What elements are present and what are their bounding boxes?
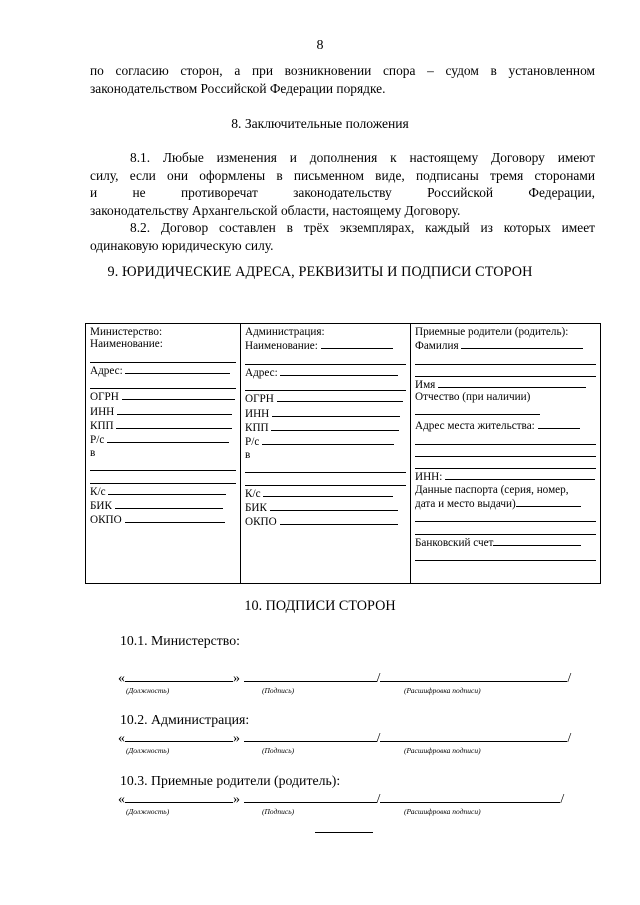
- intro-paragraph: [90, 62, 595, 97]
- administration-ogrn-label: ОГРН: [245, 393, 274, 406]
- parents-inn-label: ИНН:: [415, 471, 443, 484]
- caption-signature: (Подпись): [262, 807, 295, 816]
- parents-passport-field[interactable]: [516, 496, 581, 507]
- parents-residence-field-4[interactable]: [415, 457, 596, 469]
- parents-residence-field[interactable]: [538, 418, 580, 429]
- ministry-name-field[interactable]: [90, 351, 236, 363]
- parents-inn-field[interactable]: [445, 469, 595, 480]
- ministry-address-field[interactable]: [125, 363, 230, 374]
- administration-kpp-label: КПП: [245, 422, 269, 435]
- parents-header: Приемные родители (родитель):: [415, 326, 569, 338]
- paragraph-line: одинаковую юридическую силу.: [90, 237, 274, 253]
- caption-position: (Должность): [126, 686, 170, 695]
- administration-address-field-2[interactable]: [245, 379, 406, 391]
- administration-address-label: Адрес:: [245, 366, 278, 379]
- parents-firstname-label: Имя: [415, 379, 436, 392]
- caption-signature: (Подпись): [262, 746, 295, 755]
- caption-decoding: (Расшифровка подписи): [404, 746, 481, 755]
- intro-line: законодательством Российской Федерации порядке.: [90, 80, 386, 96]
- administration-inn-field[interactable]: [272, 406, 400, 417]
- administration-address-field[interactable]: [280, 365, 398, 376]
- signature-party-ministry: 10.1. Министерство:: [120, 633, 240, 648]
- end-of-document-rule: [315, 832, 373, 833]
- administration-inn-label: ИНН: [245, 407, 270, 420]
- parents-bank-field[interactable]: [493, 535, 581, 546]
- ministry-kpp-field[interactable]: [116, 418, 232, 429]
- signature-field[interactable]: [244, 669, 377, 682]
- parents-surname-label: Фамилия: [415, 340, 459, 353]
- ministry-bank-field-2[interactable]: [90, 471, 236, 483]
- parents-passport-label-2: дата и место выдачи): [415, 497, 516, 510]
- ministry-ks-field[interactable]: [108, 484, 226, 495]
- parents-bank-field-2[interactable]: [415, 549, 596, 561]
- page-number: 8: [316, 38, 324, 53]
- signature-party-administration: 10.2. Администрация:: [120, 712, 250, 727]
- parents-requisites-cell: [411, 324, 601, 584]
- decoding-field[interactable]: [380, 729, 567, 742]
- position-field[interactable]: [125, 669, 233, 682]
- ministry-requisites-cell: [86, 324, 241, 584]
- parents-firstname-field[interactable]: [438, 377, 586, 388]
- paragraph-line: законодательству Архангельской области, настоящему Договору.: [90, 202, 461, 218]
- parents-residence-field-3[interactable]: [415, 445, 596, 457]
- section-9-title: 9. ЮРИДИЧЕСКИЕ АДРЕСА, РЕКВИЗИТЫ И ПОДПИСИ СТОРОН: [107, 264, 533, 280]
- ministry-inn-field[interactable]: [117, 404, 232, 415]
- administration-bank-field-2[interactable]: [245, 473, 406, 485]
- administration-bik-field[interactable]: [270, 500, 398, 511]
- ministry-okpo-label: ОКПО: [90, 514, 122, 527]
- ministry-bank-field[interactable]: [90, 459, 236, 471]
- administration-header: Администрация:: [245, 326, 325, 338]
- administration-ks-field[interactable]: [263, 486, 393, 497]
- ministry-kpp-label: КПП: [90, 420, 114, 433]
- ministry-name-label: Наименование:: [90, 338, 163, 351]
- ministry-ogrn-label: ОГРН: [90, 391, 119, 404]
- ministry-inn-label: ИНН: [90, 405, 115, 418]
- signature-party-parents: 10.3. Приемные родители (родитель):: [120, 773, 341, 788]
- administration-okpo-field[interactable]: [280, 514, 398, 525]
- intro-line: по согласию сторон, а при возникновении спора – судом в установленном: [90, 63, 595, 78]
- section-10-title: 10. ПОДПИСИ СТОРОН: [244, 598, 396, 614]
- caption-decoding: (Расшифровка подписи): [404, 686, 481, 695]
- caption-position: (Должность): [126, 746, 170, 755]
- administration-name-field[interactable]: [321, 338, 393, 349]
- signature-line-ministry: « » / /: [118, 671, 572, 686]
- ministry-bik-field[interactable]: [115, 498, 223, 509]
- paragraph-line: силу, если они оформлены в письменном виде, подписаны тремя сторонами: [90, 167, 595, 183]
- ministry-rs-label: Р/с: [90, 434, 105, 447]
- ministry-rs-field[interactable]: [107, 432, 229, 443]
- administration-bank-in-label: в: [245, 448, 251, 461]
- ministry-bank-in-label: в: [90, 446, 96, 459]
- administration-ogrn-field[interactable]: [277, 391, 403, 402]
- section-8-1-paragraph: [90, 149, 595, 255]
- parents-surname-field-2[interactable]: [415, 353, 596, 365]
- section-8-title: 8. Заключительные положения: [231, 116, 409, 131]
- ministry-address-label: Адрес:: [90, 364, 123, 377]
- administration-rs-field[interactable]: [262, 434, 394, 445]
- parents-passport-field-2[interactable]: [415, 510, 596, 522]
- parents-passport-label: Данные паспорта (серия, номер,: [415, 483, 569, 496]
- administration-name-field-2[interactable]: [245, 353, 406, 365]
- parents-surname-field[interactable]: [461, 338, 583, 349]
- decoding-field[interactable]: [380, 669, 567, 682]
- ministry-okpo-field[interactable]: [125, 512, 225, 523]
- ministry-header: Министерство:: [90, 326, 163, 338]
- parents-bank-label: Банковский счет: [415, 536, 494, 549]
- administration-okpo-label: ОКПО: [245, 516, 277, 529]
- parents-surname-field-3[interactable]: [415, 365, 596, 377]
- ministry-ks-label: К/с: [90, 485, 106, 498]
- parents-patronymic-label: Отчество (при наличии): [415, 391, 531, 404]
- administration-ks-label: К/с: [245, 487, 261, 500]
- administration-name-label: Наименование:: [245, 340, 318, 353]
- paragraph-line: 8.1. Любые изменения и дополнения к настоящему Договору имеют: [130, 150, 595, 165]
- administration-kpp-field[interactable]: [271, 420, 399, 431]
- signature-field[interactable]: [244, 790, 377, 803]
- caption-position: (Должность): [126, 807, 170, 816]
- parents-patronymic-field[interactable]: [415, 404, 540, 415]
- paragraph-line: 8.2. Договор составлен в трёх экземплярах, каждый из которых имеет: [130, 220, 595, 236]
- paragraph-line: и не противоречат законодательству Российской Федерации,: [90, 185, 595, 201]
- position-field[interactable]: [125, 729, 233, 742]
- ministry-ogrn-field[interactable]: [122, 389, 235, 400]
- administration-rs-label: Р/с: [245, 436, 260, 449]
- administration-bank-field[interactable]: [245, 461, 406, 473]
- position-field[interactable]: [125, 790, 233, 803]
- caption-decoding: (Расшифровка подписи): [404, 807, 481, 816]
- administration-bik-label: БИК: [245, 501, 267, 514]
- signature-field[interactable]: [244, 729, 377, 742]
- parents-residence-field-2[interactable]: [415, 432, 596, 444]
- parents-residence-label: Адрес места жительства:: [415, 420, 535, 433]
- signature-line-administration: « » / /: [118, 731, 572, 746]
- decoding-field[interactable]: [380, 790, 560, 803]
- signature-line-parents: « » / /: [118, 792, 565, 807]
- requisites-table: [85, 323, 601, 584]
- ministry-bik-label: БИК: [90, 499, 112, 512]
- parents-passport-field-3[interactable]: [415, 522, 596, 534]
- caption-signature: (Подпись): [262, 686, 295, 695]
- administration-requisites-cell: [241, 324, 411, 584]
- ministry-address-field-2[interactable]: [90, 377, 236, 389]
